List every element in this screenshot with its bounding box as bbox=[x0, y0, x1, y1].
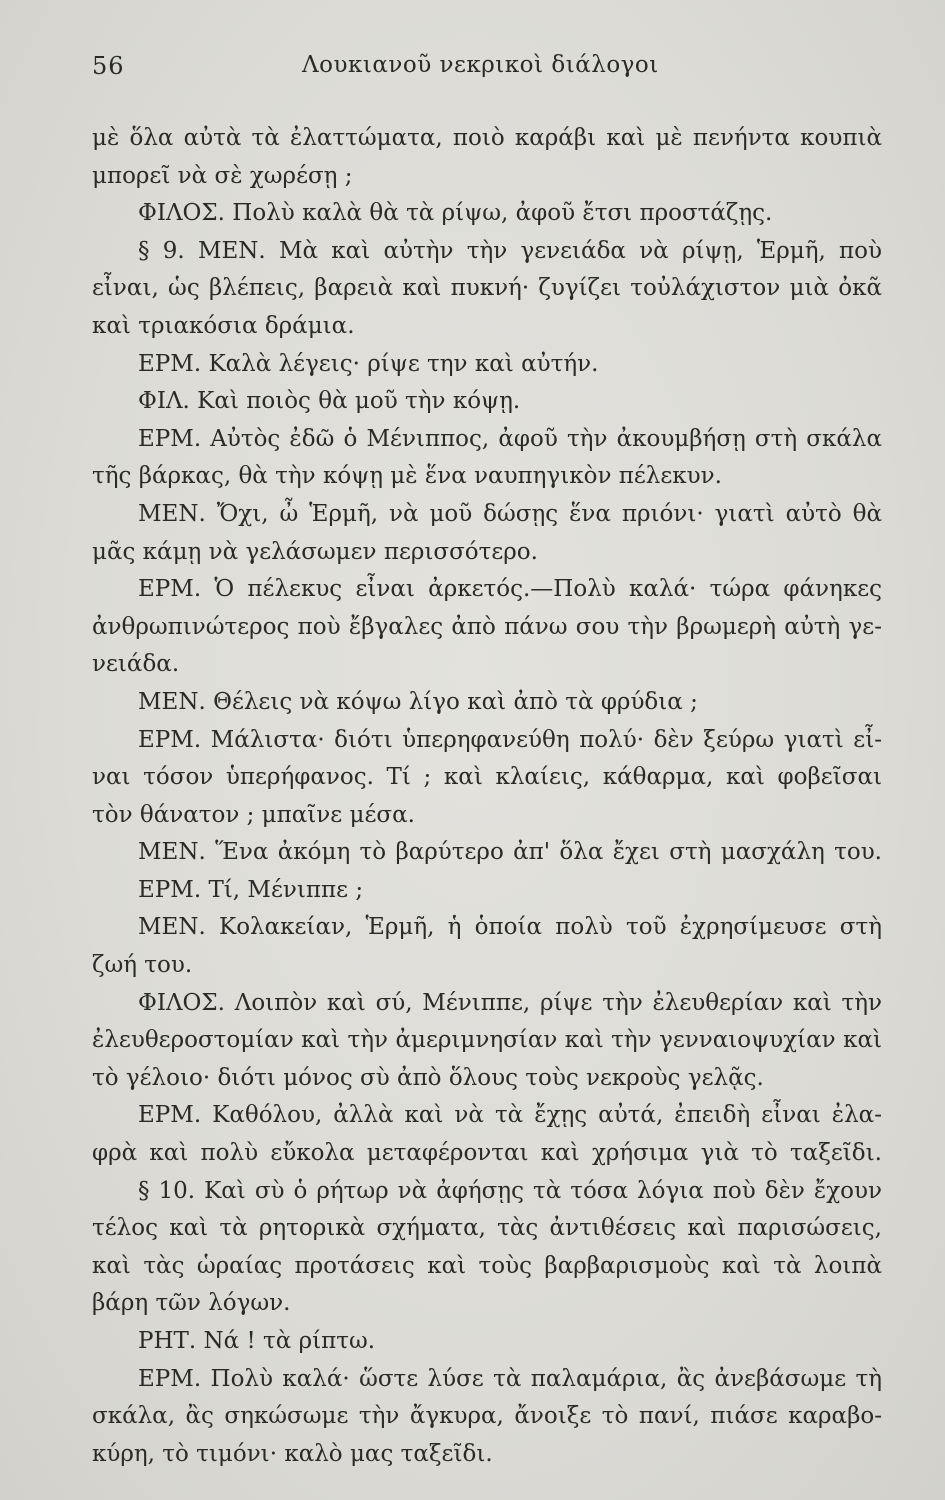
text-line: μὲ ὅλα αὐτὰ τὰ ἐλαττώματα, ποιὸ καράβι καὶ μὲ πενήντα κουπιὰ bbox=[92, 125, 882, 151]
text-line: εἶναι, ὡς βλέπεις, βαρειὰ καὶ πυκνή· ζυγίζει τοὐλάχιστον μιὰ ὀκᾶ bbox=[92, 275, 882, 302]
text-line: ΕΡΜ. Αὐτὸς ἐδῶ ὁ Μένιππος, ἀφοῦ τὴν ἀκουμβήσῃ στὴ σκάλα bbox=[138, 425, 882, 452]
text-line: καὶ τὰς ὡραίας προτάσεις καὶ τοὺς βαρβαρισμοὺς καὶ τὰ λοιπὰ bbox=[92, 1252, 882, 1279]
text-line: ΕΡΜ. Ὁ πέλεκυς εἶναι ἀρκετός.—Πολὺ καλά· τώρα φάνηκες bbox=[138, 576, 882, 603]
text-line: ΜΕΝ. Ἕνα ἀκόμη τὸ βαρύτερο ἀπ' ὅλα ἔχει στὴ μασχάλη του. bbox=[138, 839, 882, 866]
text-line: ΜΕΝ. Ὄχι, ὦ Ἑρμῆ, νὰ μοῦ δώσῃς ἕνα πριόνι· γιατὶ αὐτὸ θὰ bbox=[138, 500, 882, 527]
text-line: § 9. ΜΕΝ. Μὰ καὶ αὐτὴν τὴν γενειάδα νὰ ρίψῃ, Ἑρμῆ, ποὺ bbox=[138, 237, 882, 264]
text-line: νειάδα. bbox=[92, 651, 180, 678]
text-line: ΦΙΛΟΣ. Πολὺ καλὰ θὰ τὰ ρίψω, ἀφοῦ ἔτσι προστάζῃς. bbox=[138, 200, 773, 227]
text-line: ἀνθρωπινώτερος ποὺ ἔβγαλες ἀπὸ πάνω σου τὴν βρωμερὴ αὐτὴ γε- bbox=[92, 613, 882, 640]
text-line: βάρη τῶν λόγων. bbox=[92, 1290, 291, 1317]
text-line: σκάλα, ἂς σηκώσωμε τὴν ἄγκυρα, ἄνοιξε τὸ πανί, πιάσε καραβο- bbox=[92, 1403, 882, 1430]
page-number: 56 bbox=[92, 52, 125, 80]
text-line: ΕΡΜ. Πολὺ καλά· ὥστε λύσε τὰ παλαμάρια, ἂς ἀνεβάσωμε τὴ bbox=[138, 1365, 882, 1392]
body-text bbox=[92, 120, 882, 1473]
text-line: τῆς βάρκας, θὰ τὴν κόψῃ μὲ ἕνα ναυπηγικὸν πέλεκυν. bbox=[92, 463, 722, 490]
text-line: μπορεῖ νὰ σὲ χωρέσῃ ; bbox=[92, 162, 353, 189]
text-line: τὸν θάνατον ; μπαῖνε μέσα. bbox=[92, 801, 415, 828]
page-header bbox=[92, 52, 882, 88]
text-line: ΕΡΜ. Τί, Μένιππε ; bbox=[138, 876, 364, 903]
text-line: ζωή του. bbox=[92, 952, 193, 979]
text-line: φρὰ καὶ πολὺ εὔκολα μεταφέρονται καὶ χρήσιμα γιὰ τὸ ταξεῖδι. bbox=[92, 1140, 882, 1167]
text-line: τέλος καὶ τὰ ρητορικὰ σχήματα, τὰς ἀντιθέσεις καὶ παρισώσεις, bbox=[92, 1215, 882, 1242]
text-line: κύρη, τὸ τιμόνι· καλὸ μας ταξεῖδι. bbox=[92, 1440, 493, 1467]
text-line: ναι τόσον ὑπερήφανος. Τί ; καὶ κλαίεις, κάθαρμα, καὶ φοβεῖσαι bbox=[92, 764, 882, 791]
text-line: ΕΡΜ. Καθόλου, ἀλλὰ καὶ νὰ τὰ ἔχῃς αὐτά, ἐπειδὴ εἶναι ἐλα- bbox=[138, 1102, 882, 1129]
text-line: ΜΕΝ. Κολακείαν, Ἑρμῆ, ἡ ὁποία πολὺ τοῦ ἐχρησίμευσε στὴ bbox=[138, 914, 882, 941]
text-line: τὸ γέλοιο· διότι μόνος σὺ ἀπὸ ὅλους τοὺς νεκροὺς γελᾷς. bbox=[92, 1064, 764, 1091]
text-line: ΦΙΛΟΣ. Λοιπὸν καὶ σύ, Μένιππε, ρίψε τὴν ἐλευθερίαν καὶ τὴν bbox=[138, 989, 882, 1016]
text-line: ΕΡΜ. Μάλιστα· διότι ὑπερηφανεύθη πολύ· δὲν ξεύρω γιατὶ εἶ- bbox=[138, 726, 882, 753]
text-line: ΜΕΝ. Θέλεις νὰ κόψω λίγο καὶ ἀπὸ τὰ φρύδια ; bbox=[138, 688, 698, 715]
text-line: μᾶς κάμῃ νὰ γελάσωμεν περισσότερο. bbox=[92, 538, 538, 565]
text-line: ἐλευθεροστομίαν καὶ τὴν ἀμεριμνησίαν καὶ τὴν γενναιοψυχίαν καὶ bbox=[92, 1027, 882, 1054]
text-line: ΕΡΜ. Καλὰ λέγεις· ρίψε την καὶ αὐτήν. bbox=[138, 350, 599, 377]
text-line: ΦΙΛ. Καὶ ποιὸς θὰ μοῦ τὴν κόψῃ. bbox=[138, 388, 521, 415]
text-line: καὶ τριακόσια δράμια. bbox=[92, 312, 355, 339]
text-line: ΡΗΤ. Νά ! τὰ ρίπτω. bbox=[138, 1328, 376, 1354]
running-title: Λουκιανοῦ νεκρικοὶ διάλογοι bbox=[302, 52, 659, 78]
text-line: § 10. Καὶ σὺ ὁ ρήτωρ νὰ ἀφήσῃς τὰ τόσα λόγια ποὺ δὲν ἔχουν bbox=[138, 1177, 882, 1204]
